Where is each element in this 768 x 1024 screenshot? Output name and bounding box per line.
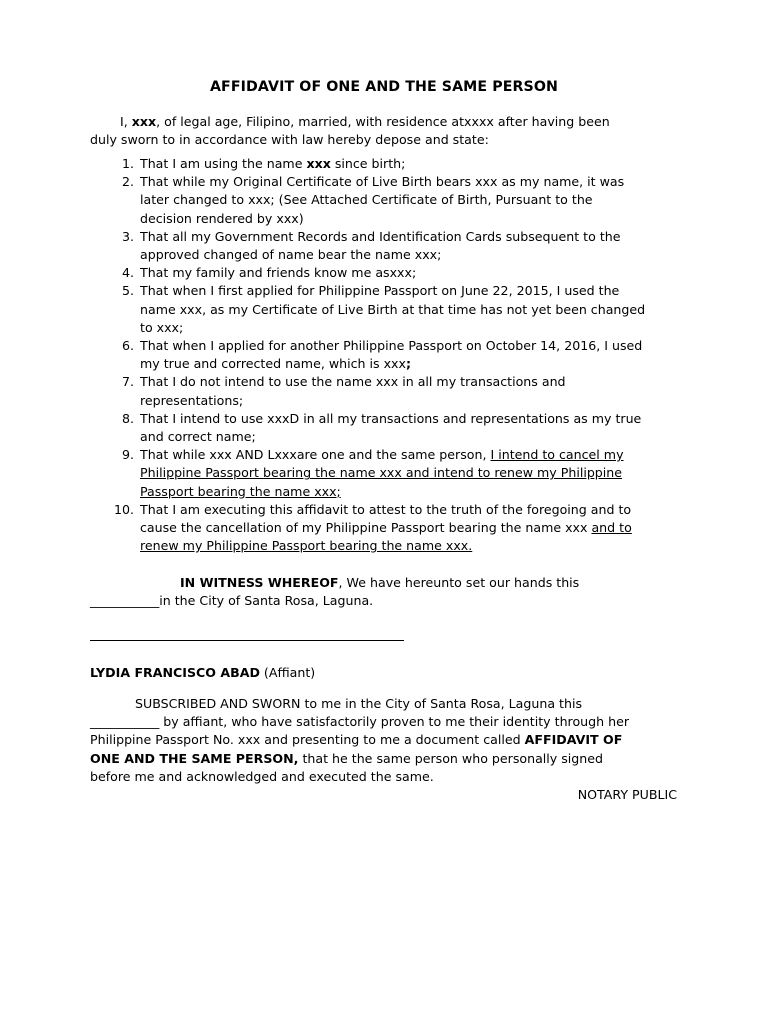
clause-number: 7. [121, 374, 134, 390]
affiant-name: LYDIA FRANCISCO ABAD [90, 665, 260, 680]
clause-item: 1. That I am using the name xxx since birth; [90, 155, 682, 173]
clause-item: 2. That while my Original Certificate of Live Birth bears xxx as my name, it was later changed to xxx; (See Attached Certificate of Birth, Pursuant to the decision rendered by xxx) [90, 173, 682, 228]
intro-name: xxx [131, 114, 157, 129]
intro-paragraph [90, 113, 682, 149]
affiant-block [90, 664, 682, 682]
clause-number: 8. [121, 410, 134, 426]
clause-number: 5. [121, 283, 134, 299]
jurat-paragraph: SUBSCRIBED AND SWORN to me in the City of Santa Rosa, Laguna this ___________ by affiant, who have satisfactorily proven to me their identity through her Philippine Passport No. xxx and presenting to me a document called AFFIDAVIT OF ONE AND THE SAME PERSON, that he the same person who personally signed before me and acknowledged and executed the same. [90, 696, 630, 784]
clause-number: 9. [121, 447, 134, 463]
clause-item: 10. That I am executing this affidavit to attest to the truth of the foregoing and to cause the cancellation of my Philippine Passport bearing the name xxx and to renew my Philippine Passport bearing the name xxx. [90, 501, 682, 556]
clause-item: 3. That all my Government Records and Identification Cards subsequent to the approved changed of name bear the name xxx; [90, 228, 682, 264]
clause-number: 4. [121, 265, 134, 281]
clause-item: 5. That when I first applied for Philippine Passport on June 22, 2015, I used the name xxx, as my Certificate of Live Birth at that time has not yet been changed to xxx; [90, 282, 682, 337]
clause-number: 2. [121, 174, 134, 190]
document-title: AFFIDAVIT OF ONE AND THE SAME PERSON [209, 79, 559, 95]
clause-item: 8. That I intend to use xxxD in all my transactions and representations as my true and correct name; [90, 410, 682, 446]
intro-line-2: duly sworn to in accordance with law hereby depose and state: [90, 132, 489, 148]
clause-list [90, 155, 682, 555]
signature-line [90, 640, 404, 641]
clause-item: 9. That while xxx AND Lxxxare one and the same person, I intend to cancel my Philippine Passport bearing the name xxx and intend to renew my Philippine Passport bearing the name xxx; [90, 446, 682, 501]
clause-number: 6. [121, 338, 134, 354]
affiant-role: (Affiant) [259, 665, 316, 680]
clause-item: 7. That I do not intend to use the name xxx in all my transactions and representations; [90, 373, 682, 409]
intro-line-1: I, xxx, of legal age, Filipino, married, with residence atxxxx after having been [120, 114, 610, 129]
witness-heading: IN WITNESS WHEREOF [180, 575, 339, 590]
clause-item: 4. That my family and friends know me asxxx; [90, 264, 682, 282]
witness-paragraph: IN WITNESS WHEREOF, We have hereunto set our hands this ___________in the City of Santa Rosa, Laguna. [90, 575, 580, 609]
clause-number: 3. [121, 228, 134, 244]
clause-number: 1. [121, 156, 134, 171]
notary-public-label: NOTARY PUBLIC [577, 787, 677, 802]
clause-number: 10. [113, 501, 134, 517]
clause-item: 6. That when I applied for another Philippine Passport on October 14, 2016, I used my true and corrected name, which is xxx; [90, 337, 682, 373]
